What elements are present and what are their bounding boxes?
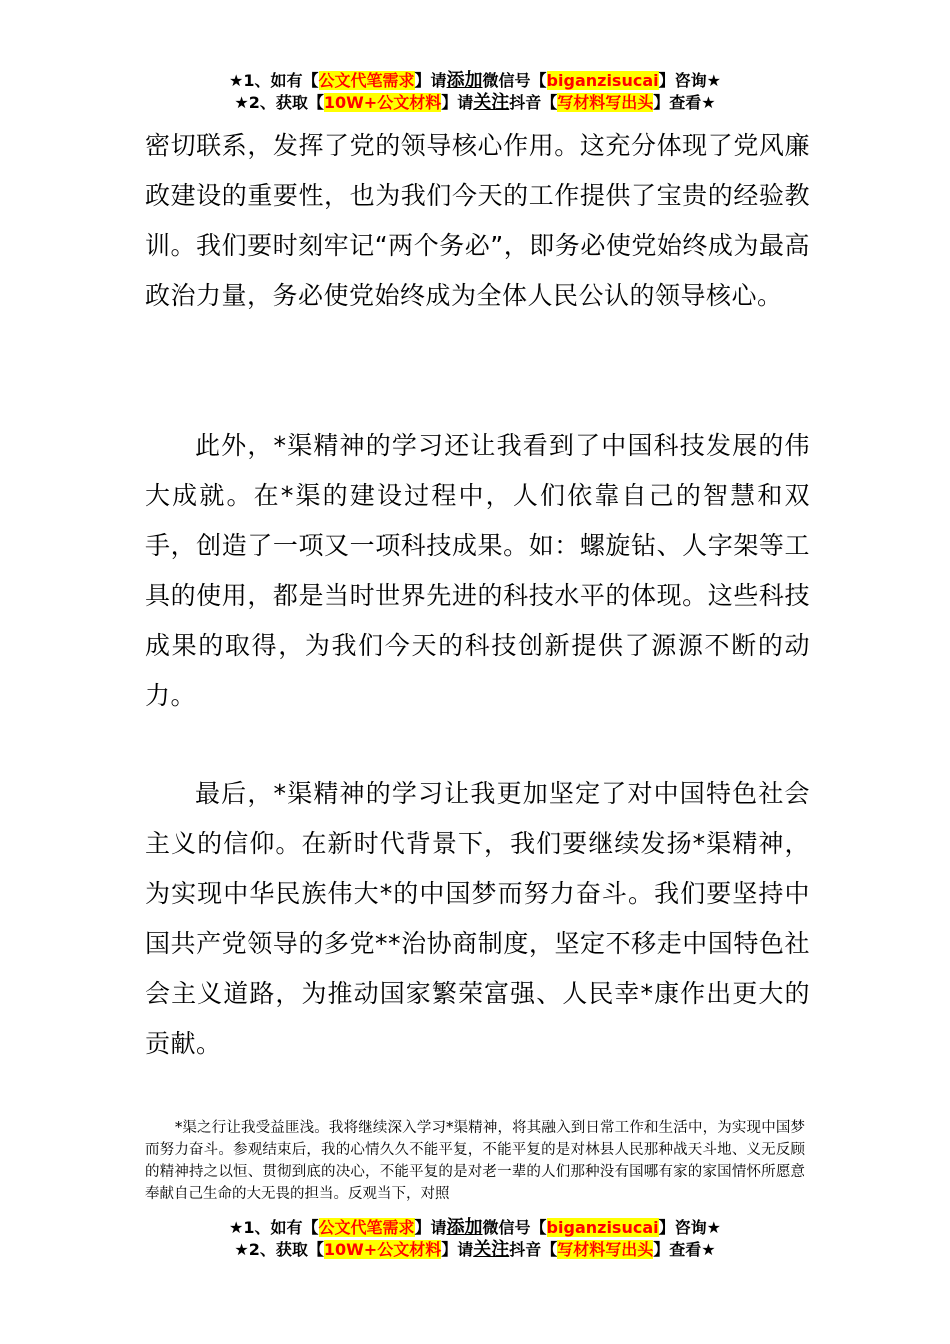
banner-highlight: biganzisucai xyxy=(546,1218,659,1237)
header-banner xyxy=(0,70,950,114)
banner-line-2 xyxy=(0,92,950,114)
banner-text: 】请 xyxy=(441,93,474,112)
banner-text: 微信号【 xyxy=(482,1218,547,1237)
banner-text: 】查看★ xyxy=(653,93,716,112)
banner-text: ★2、获取【 xyxy=(234,93,324,112)
banner-highlight: 公文代笔需求 xyxy=(318,1218,415,1237)
banner-text: 】查看★ xyxy=(653,1240,716,1259)
banner-text: 抖音【 xyxy=(509,93,558,112)
banner-emphasis: 添加 xyxy=(446,70,483,91)
banner-emphasis: 关注 xyxy=(473,1239,510,1260)
paragraph-technology: 此外，*渠精神的学习还让我看到了中国科技发展的伟大成就。在*渠的建设过程中，人们依靠自己的智慧和双手，创造了一项又一项科技成果。如：螺旋钻、人字架等工具的使用，都是当时世界先进的科技水平的体现。这些科技成果的取得，为我们今天的科技创新提供了源源不断的动力。 xyxy=(145,431,810,710)
banner-text: ★1、如有【 xyxy=(229,71,319,90)
banner-text: 】咨询★ xyxy=(658,71,721,90)
banner-text: ★2、获取【 xyxy=(234,1240,324,1259)
banner-highlight: 10W+公文材料 xyxy=(323,93,442,112)
banner-line-1 xyxy=(0,70,950,92)
banner-highlight: 10W+公文材料 xyxy=(323,1240,442,1259)
banner-emphasis: 关注 xyxy=(473,92,510,113)
banner-text: 微信号【 xyxy=(482,71,547,90)
banner-line-1 xyxy=(0,1217,950,1239)
banner-highlight: 写材料写出头 xyxy=(557,93,654,112)
banner-text: 】请 xyxy=(414,1218,447,1237)
banner-text: 】请 xyxy=(441,1240,474,1259)
banner-highlight: 写材料写出头 xyxy=(557,1240,654,1259)
banner-text: 】请 xyxy=(414,71,447,90)
banner-text: ★1、如有【 xyxy=(229,1218,319,1237)
banner-text: 抖音【 xyxy=(509,1240,558,1259)
footer-banner xyxy=(0,1217,950,1261)
paragraph-conclusion: 最后，*渠精神的学习让我更加坚定了对中国特色社会主义的信仰。在新时代背景下，我们要继续发扬*渠精神，为实现中华民族伟大*的中国梦而努力奋斗。我们要坚持中国共产党领导的多党**治协商制度，坚定不移走中国特色社会主义道路，为推动国家繁荣富强、人民幸*康作出更大的贡献。 xyxy=(145,779,810,1058)
banner-highlight: 公文代笔需求 xyxy=(318,71,415,90)
banner-highlight: biganzisucai xyxy=(546,71,659,90)
banner-line-2 xyxy=(0,1239,950,1261)
banner-text: 】咨询★ xyxy=(658,1218,721,1237)
closing-small-paragraph: *渠之行让我受益匪浅。我将继续深入学习*渠精神，将其融入到日常工作和生活中，为实现中国梦而努力奋斗。参观结束后，我的心情久久不能平复，不能平复的是对林县人民那种战天斗地、义无反顾的精神持之以恒、贯彻到底的决心，不能平复的是对老一辈的人们那种没有国哪有家的家国情怀所愿意奉献自己生命的大无畏的担当。反观当下，对照 xyxy=(145,1120,805,1202)
banner-emphasis: 添加 xyxy=(446,1217,483,1238)
paragraph-continuation: 密切联系，发挥了党的领导核心作用。这充分体现了党风廉政建设的重要性，也为我们今天的工作提供了宝贵的经验教训。我们要时刻牢记“两个务必”，即务必使党始终成为最高政治力量，务必使党始终成为全体人民公认的领导核心。 xyxy=(145,131,810,310)
